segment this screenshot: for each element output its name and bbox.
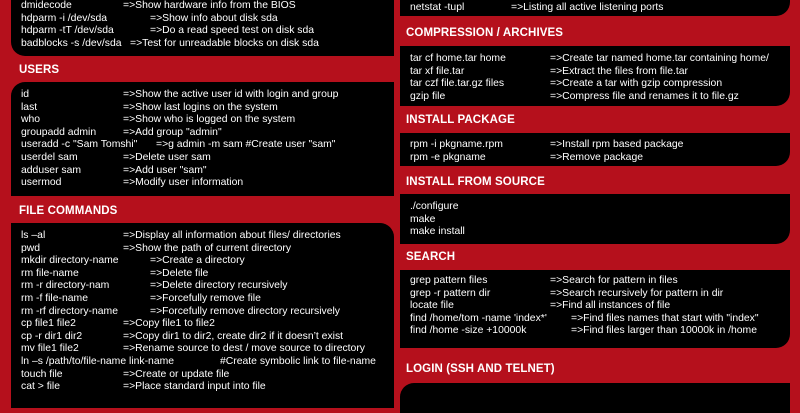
command-description: =>Remove package xyxy=(550,151,643,163)
command-description: =>Show hardware info from the BIOS xyxy=(123,0,296,11)
command-row xyxy=(21,127,394,140)
command-description: =>Listing all active listening ports xyxy=(511,2,664,13)
command-row xyxy=(410,226,790,239)
command-row xyxy=(21,139,394,152)
file-commands-rows xyxy=(21,230,394,394)
command-text: mkdir directory-name xyxy=(21,255,119,267)
command-text: gzip file xyxy=(410,90,446,102)
command-description: =>Modify user information xyxy=(123,177,244,189)
command-description: =>Show who is logged on the system xyxy=(123,114,296,126)
users-rows xyxy=(21,89,394,190)
command-description: =>Copy dir1 to dir2, create dir2 if it doesn’t exist xyxy=(123,330,344,342)
network-panel xyxy=(400,0,790,16)
command-row xyxy=(410,66,790,79)
command-description: =>Delete directory recursively xyxy=(150,280,288,292)
command-description: =>Show the active user id with login and group xyxy=(123,89,339,100)
command-text: last xyxy=(21,101,38,113)
command-text: id xyxy=(21,89,30,100)
command-text: hdparm -tT /dev/sda xyxy=(21,25,114,37)
command-row xyxy=(21,268,394,281)
command-text: tar cf home.tar home xyxy=(410,53,506,64)
command-description: =>Extract the files from file.tar xyxy=(550,65,689,77)
command-description: =>Show info about disk sda xyxy=(150,12,278,24)
command-row xyxy=(410,91,790,104)
command-text: touch file xyxy=(21,368,63,380)
command-text: cp file1 file2 xyxy=(21,318,76,330)
command-text: rm -rf directory-name xyxy=(21,305,118,317)
command-text: rm -r directory-nam xyxy=(21,280,110,292)
command-text: pwd xyxy=(21,242,41,254)
login-heading: LOGIN (SSH AND TELNET) xyxy=(406,363,555,375)
command-text: ./configure xyxy=(410,201,459,212)
command-description: =>Create a directory xyxy=(150,255,245,267)
command-text: usermod xyxy=(21,177,62,189)
command-row xyxy=(21,280,394,293)
command-row xyxy=(410,152,790,165)
command-row xyxy=(21,356,394,369)
install-source-rows xyxy=(410,201,790,239)
command-text: grep -r pattern dir xyxy=(410,287,491,299)
command-row xyxy=(21,343,394,356)
command-description: =>Show last logins on the system xyxy=(123,101,278,113)
command-text: ls –al xyxy=(21,230,46,241)
command-description: =>Create tar named home.tar containing home/ xyxy=(550,53,769,64)
command-text: grep pattern files xyxy=(410,275,488,286)
command-description: =>Add user "sam" xyxy=(123,164,207,176)
command-row xyxy=(21,89,394,102)
command-text: cat > file xyxy=(21,381,60,393)
file-commands-panel xyxy=(11,223,394,408)
command-row xyxy=(21,165,394,178)
compression-rows xyxy=(410,53,790,103)
command-description: =>Delete file xyxy=(150,267,209,279)
command-description: =>Install rpm based package xyxy=(550,139,684,150)
network-rows xyxy=(410,2,790,15)
command-text: who xyxy=(21,114,41,126)
command-text: adduser sam xyxy=(21,164,82,176)
command-row xyxy=(21,13,394,26)
command-description: =>Copy file1 to file2 xyxy=(123,318,215,330)
command-description: =>Search for pattern in files xyxy=(550,275,678,286)
command-row xyxy=(410,139,790,152)
login-panel xyxy=(400,383,790,413)
command-row xyxy=(21,243,394,256)
system-info-rows xyxy=(21,0,394,50)
command-text: make install xyxy=(410,226,465,238)
command-row xyxy=(21,293,394,306)
command-text: rpm -e pkgname xyxy=(410,151,486,163)
search-rows xyxy=(410,275,790,338)
command-description: =>Find all instances of file xyxy=(550,300,671,312)
command-row xyxy=(21,331,394,344)
command-description: =>Rename source to dest / move source to directory xyxy=(123,343,365,355)
system-info-panel xyxy=(11,0,394,56)
command-row xyxy=(410,325,790,338)
compression-heading: COMPRESSION / ARCHIVES xyxy=(406,27,564,39)
command-row xyxy=(21,255,394,268)
command-text: badblocks -s /dev/sda xyxy=(21,37,122,49)
command-description: =>Show the path of current directory xyxy=(123,242,292,254)
command-row xyxy=(21,25,394,38)
command-row xyxy=(410,300,790,313)
command-text: mv file1 file2 xyxy=(21,343,79,355)
command-row xyxy=(410,201,790,214)
command-row xyxy=(410,275,790,288)
command-row xyxy=(410,53,790,66)
install-package-rows xyxy=(410,139,790,164)
command-description: =>Test for unreadable blocks on disk sda xyxy=(130,37,319,49)
command-text: rpm -i pkgname.rpm xyxy=(410,139,503,150)
command-text: tar czf file.tar.gz files xyxy=(410,78,505,90)
install-package-panel xyxy=(400,133,790,166)
command-text: netstat -tupl xyxy=(410,2,465,13)
command-row xyxy=(410,313,790,326)
command-text: userdel sam xyxy=(21,151,78,163)
install-source-panel xyxy=(400,194,790,244)
command-text: cp -r dir1 dir2 xyxy=(21,330,83,342)
search-panel xyxy=(400,270,790,348)
command-row xyxy=(410,78,790,91)
command-text: dmidecode xyxy=(21,0,72,11)
install-source-heading: INSTALL FROM SOURCE xyxy=(406,176,545,188)
compression-panel xyxy=(400,46,790,106)
command-description: =>g admin -m sam #Create user "sam" xyxy=(156,139,336,151)
command-text: rm -f file-name xyxy=(21,292,88,304)
command-row xyxy=(21,306,394,319)
command-row xyxy=(410,2,790,15)
command-text: make xyxy=(410,213,436,225)
command-description: =>Display all information about files/ directories xyxy=(123,230,341,241)
command-row xyxy=(21,38,394,51)
command-row xyxy=(410,288,790,301)
command-text: tar xf file.tar xyxy=(410,65,465,77)
command-text: hdparm -i /dev/sda xyxy=(21,12,108,24)
command-text: find /home/tom -name 'index*' xyxy=(410,312,547,324)
command-description: =>Search recursively for pattern in dir xyxy=(550,287,724,299)
command-description: #Create symbolic link to file-name xyxy=(220,355,376,367)
command-text: ln –s /path/to/file-name link-name xyxy=(21,355,175,367)
command-row xyxy=(21,102,394,115)
command-text: useradd -c "Sam Tomshi" xyxy=(21,139,138,151)
command-description: =>Place standard input into file xyxy=(123,381,266,393)
users-panel xyxy=(11,82,394,196)
command-description: =>Do a read speed test on disk sda xyxy=(150,25,315,37)
command-text: locate file xyxy=(410,300,454,312)
command-row xyxy=(21,0,394,13)
command-description: =>Add group "admin" xyxy=(123,126,222,138)
command-row xyxy=(410,214,790,227)
command-row xyxy=(21,230,394,243)
command-description: =>Create or update file xyxy=(123,368,230,380)
command-row xyxy=(21,114,394,127)
command-text: groupadd admin xyxy=(21,126,97,138)
command-description: =>Find files larger than 10000k in /home xyxy=(571,325,757,337)
command-row xyxy=(21,381,394,394)
command-description: =>Compress file and renames it to file.gz xyxy=(550,90,739,102)
command-row xyxy=(21,152,394,165)
command-row xyxy=(21,177,394,190)
command-row xyxy=(21,369,394,382)
command-description: =>Create a tar with gzip compression xyxy=(550,78,723,90)
command-row xyxy=(21,318,394,331)
command-text: rm file-name xyxy=(21,267,79,279)
file-commands-heading: FILE COMMANDS xyxy=(19,205,118,217)
command-description: =>Find files names that start with "index" xyxy=(571,312,759,324)
command-description: =>Forcefully remove file xyxy=(150,292,261,304)
command-description: =>Forcefully remove directory recursively xyxy=(150,305,340,317)
command-description: =>Delete user sam xyxy=(123,151,211,163)
search-heading: SEARCH xyxy=(406,251,456,263)
install-package-heading: INSTALL PACKAGE xyxy=(406,114,515,126)
users-heading: USERS xyxy=(19,64,60,76)
command-text: find /home -size +10000k xyxy=(410,325,527,337)
